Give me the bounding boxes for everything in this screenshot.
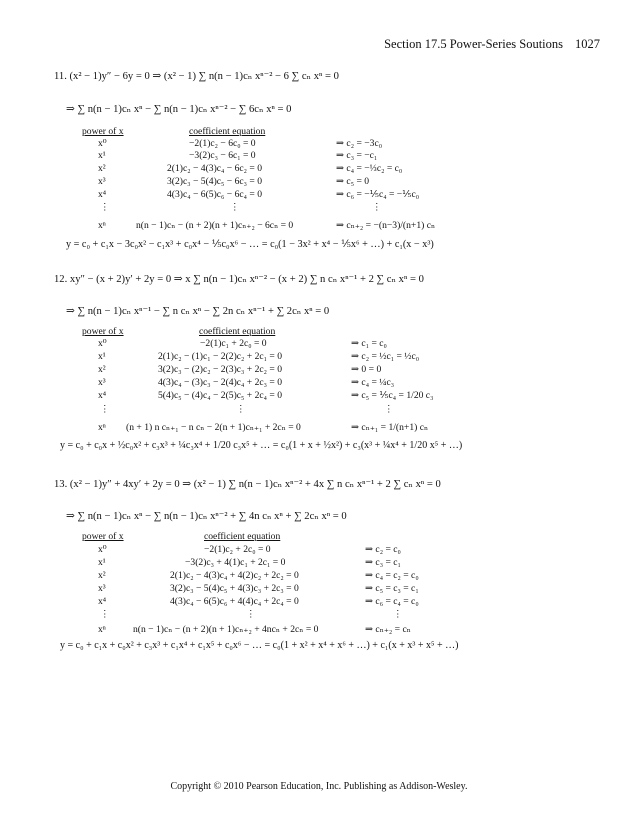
page-number: 1027 xyxy=(575,37,600,51)
row-power: x² xyxy=(98,570,106,581)
row-result: ⋮ xyxy=(384,404,394,415)
row-equation: 4(3)c₄ − 6(5)c₆ + 4(4)c₄ + 2c₄ = 0 xyxy=(170,596,299,607)
coeff-header: coefficient equation xyxy=(189,126,266,137)
row-equation: −3(2)c₃ − 6c₁ = 0 xyxy=(189,150,256,161)
row-result: ⇒ c₆ = −⅕c₄ = −⅕c₀ xyxy=(336,189,420,200)
row-equation: ⋮ xyxy=(230,202,240,213)
row-result: ⇒ cₙ₊₂ = −(n−3)/(n+1) cₙ xyxy=(336,220,436,231)
row-equation: 3(2)c₃ − 5(4)c₅ − 6c₃ = 0 xyxy=(167,176,262,187)
row-result: ⇒ c₄ = ¼c₃ xyxy=(351,377,395,388)
series-expansion: ⇒ ∑ n(n − 1)cₙ xⁿ⁻¹ − ∑ n cₙ xⁿ − ∑ 2n cₙ xⁿ⁻¹ + ∑ 2cₙ xⁿ = 0 xyxy=(66,306,330,317)
row-result: ⇒ c₃ = −c₁ xyxy=(336,150,378,161)
row-power: x¹ xyxy=(98,351,106,362)
row-power: x³ xyxy=(98,583,106,594)
row-equation: 2(1)c₂ − 4(3)c₄ − 6c₂ = 0 xyxy=(167,163,262,174)
row-equation: 3(2)c₃ − (2)c₂ − 2(3)c₃ + 2c₂ = 0 xyxy=(158,364,282,375)
row-equation: ⋮ xyxy=(246,609,256,620)
row-equation: ⋮ xyxy=(236,404,246,415)
row-result: ⇒ c₂ = −3c₀ xyxy=(336,138,383,149)
row-result: ⋮ xyxy=(393,609,403,620)
row-power: ⋮ xyxy=(100,609,110,620)
row-result: ⇒ cₙ₊₂ = cₙ xyxy=(365,624,411,635)
row-power: x³ xyxy=(98,377,106,388)
row-equation: −2(1)c₂ − 6c₀ = 0 xyxy=(189,138,256,149)
row-equation: 2(1)c₂ − 4(3)c₄ + 4(2)c₂ + 2c₂ = 0 xyxy=(170,570,299,581)
row-result: ⇒ 0 = 0 xyxy=(351,364,382,375)
row-power: ⋮ xyxy=(100,404,110,415)
row-result: ⇒ c₂ = ½c₁ = ½c₀ xyxy=(351,351,420,362)
row-result: ⇒ cₙ₊₁ = 1/(n+1) cₙ xyxy=(351,422,429,433)
series-expansion: ⇒ ∑ n(n − 1)cₙ xⁿ − ∑ n(n − 1)cₙ xⁿ⁻² + ∑ 4n cₙ xⁿ + ∑ 2cₙ xⁿ = 0 xyxy=(66,511,347,522)
row-result: ⇒ c₁ = c₀ xyxy=(351,338,387,349)
row-equation: −2(1)c₁ + 2c₀ = 0 xyxy=(200,338,267,349)
solution: y = c₀ + c₁x − 3c₀x² − c₁x³ + c₀x⁴ − ⅕c₀x⁶ − … = c₀(1 − 3x² + x⁴ − ⅕x⁶ + …) + c₁(x − x³) xyxy=(66,239,434,250)
copyright-footer: Copyright © 2010 Pearson Education, Inc. Publishing as Addison-Wesley. xyxy=(170,781,468,792)
row-equation: (n + 1) n cₙ₊₁ − n cₙ − 2(n + 1)cₙ₊₁ + 2cₙ = 0 xyxy=(126,422,301,433)
row-power: xⁿ xyxy=(98,422,106,433)
row-power: xⁿ xyxy=(98,220,106,231)
section-title: Section 17.5 Power-Series Soutions xyxy=(384,37,563,51)
row-power: x⁴ xyxy=(98,390,107,401)
row-result: ⇒ c₂ = c₀ xyxy=(365,544,401,555)
row-equation: 4(3)c₄ − (3)c₃ − 2(4)c₄ + 2c₃ = 0 xyxy=(158,377,282,388)
row-equation: 3(2)c₃ − 5(4)c₅ + 4(3)c₃ + 2c₃ = 0 xyxy=(170,583,299,594)
power-header: power of x xyxy=(82,126,124,137)
row-power: x² xyxy=(98,364,106,375)
row-power: x⁴ xyxy=(98,189,107,200)
row-power: x⁰ xyxy=(98,338,107,349)
power-header: power of x xyxy=(82,531,124,542)
problem-statement: 12. xy″ − (x + 2)y′ + 2y = 0 ⇒ x ∑ n(n − 1)cₙ xⁿ⁻² − (x + 2) ∑ n cₙ xⁿ⁻¹ + 2 ∑ cₙ xⁿ = 0 xyxy=(54,274,424,285)
row-equation: 4(3)c₄ − 6(5)c₆ − 6c₄ = 0 xyxy=(167,189,262,200)
row-power: xⁿ xyxy=(98,624,106,635)
row-result: ⇒ c₃ = c₁ xyxy=(365,557,401,568)
row-result: ⋮ xyxy=(372,202,382,213)
row-power: x¹ xyxy=(98,150,106,161)
coeff-header: coefficient equation xyxy=(204,531,281,542)
page-header xyxy=(384,37,600,52)
row-result: ⇒ c₄ = c₂ = c₀ xyxy=(365,570,419,581)
row-result: ⇒ c₅ = ⅕c₄ = 1/20 c₃ xyxy=(351,390,434,401)
row-equation: −2(1)c₂ + 2c₀ = 0 xyxy=(204,544,271,555)
row-power: x⁰ xyxy=(98,138,107,149)
row-result: ⇒ c₅ = c₃ = c₁ xyxy=(365,583,419,594)
row-equation: 5(4)c₅ − (4)c₄ − 2(5)c₅ + 2c₄ = 0 xyxy=(158,390,282,401)
problem-statement: 13. (x² − 1)y″ + 4xy′ + 2y = 0 ⇒ (x² − 1) ∑ n(n − 1)cₙ xⁿ⁻² + 4x ∑ n cₙ xⁿ⁻¹ + 2 ∑ cₙ xⁿ = 0 xyxy=(54,479,441,490)
row-equation: −3(2)c₃ + 4(1)c₁ + 2c₁ = 0 xyxy=(185,557,286,568)
row-power: x⁴ xyxy=(98,596,107,607)
solution: y = c₀ + c₀x + ½c₀x² + c₃x³ + ¼c₃x⁴ + 1/20 c₃x⁵ + … = c₀(1 + x + ½x²) + c₃(x³ + ¼x⁴ + 1/20 x⁵ + …) xyxy=(60,440,463,451)
row-power: ⋮ xyxy=(100,202,110,213)
row-equation: n(n − 1)cₙ − (n + 2)(n + 1)cₙ₊₂ + 4ncₙ + 2cₙ = 0 xyxy=(133,624,319,635)
problem-statement: 11. (x² − 1)y″ − 6y = 0 ⇒ (x² − 1) ∑ n(n − 1)cₙ xⁿ⁻² − 6 ∑ cₙ xⁿ = 0 xyxy=(54,71,339,82)
row-result: ⇒ c₄ = −⅓c₂ = c₀ xyxy=(336,163,403,174)
row-power: x⁰ xyxy=(98,544,107,555)
solution: y = c₀ + c₁x + c₀x² + c₃x³ + c₁x⁴ + c₁x⁵ + c₀x⁶ − … = c₀(1 + x² + x⁴ + x⁶ + …) + c₁(x + x³ + x⁵ + …) xyxy=(60,640,459,651)
series-expansion: ⇒ ∑ n(n − 1)cₙ xⁿ − ∑ n(n − 1)cₙ xⁿ⁻² − ∑ 6cₙ xⁿ = 0 xyxy=(66,104,292,115)
row-result: ⇒ c₅ = 0 xyxy=(336,176,370,187)
row-power: x¹ xyxy=(98,557,106,568)
row-result: ⇒ c₆ = c₄ = c₀ xyxy=(365,596,419,607)
coeff-header: coefficient equation xyxy=(199,326,276,337)
power-header: power of x xyxy=(82,326,124,337)
row-power: x³ xyxy=(98,176,106,187)
row-power: x² xyxy=(98,163,106,174)
row-equation: n(n − 1)cₙ − (n + 2)(n + 1)cₙ₊₂ − 6cₙ = 0 xyxy=(136,220,294,231)
row-equation: 2(1)c₂ − (1)c₁ − 2(2)c₂ + 2c₁ = 0 xyxy=(158,351,282,362)
